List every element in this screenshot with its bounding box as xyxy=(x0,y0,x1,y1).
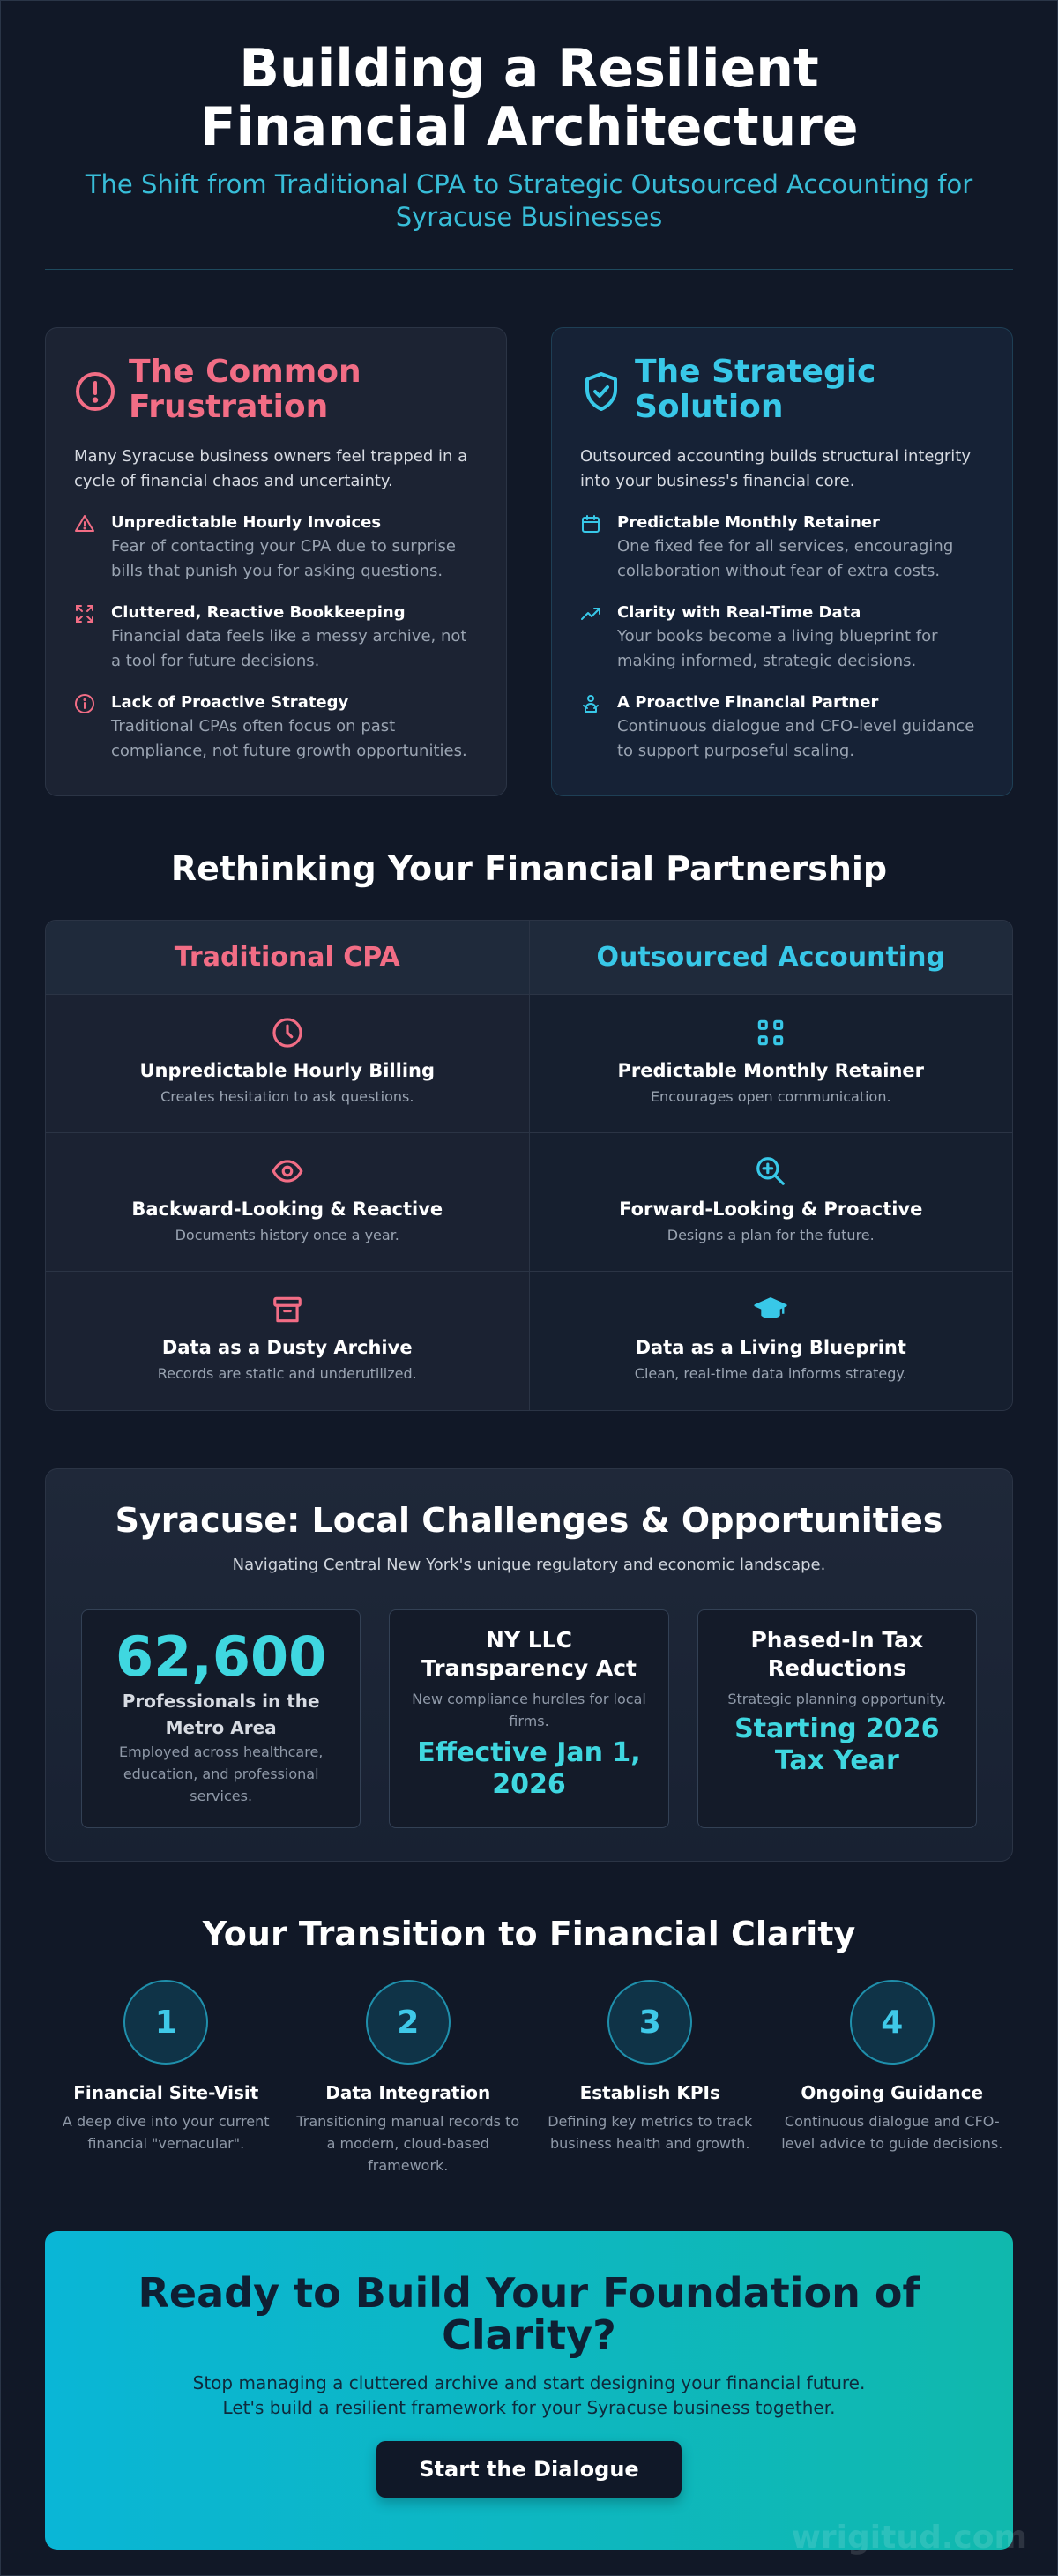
comparison-cell-desc: Clean, real-time data informs strategy. xyxy=(634,1365,907,1382)
local-challenges-panel xyxy=(45,1468,1013,1862)
comparison-table xyxy=(45,920,1013,1411)
solution-item xyxy=(580,511,984,584)
comparison-header-row xyxy=(46,921,1012,995)
step-item xyxy=(771,1980,1014,2177)
frustration-item-desc: Fear of contacting your CPA due to surprise bills that punish you for asking questions. xyxy=(111,537,456,580)
frustration-item xyxy=(74,601,478,674)
zoom-in-icon xyxy=(754,1154,787,1188)
solution-item-title: Clarity with Real-Time Data xyxy=(617,603,861,622)
outsourced-accounting-header: Outsourced Accounting xyxy=(530,921,1013,995)
stat-title: Phased-In Tax Reductions xyxy=(750,1627,924,1681)
page-subtitle: The Shift from Traditional CPA to Strategic Outsourced Accounting for Syracuse Businesses xyxy=(85,169,973,232)
comparison-cell-traditional xyxy=(46,1133,530,1272)
step-number: 4 xyxy=(850,1980,935,2065)
solution-intro: Outsourced accounting builds structural integrity into your business's financial core. xyxy=(580,447,972,490)
clock-icon xyxy=(271,1016,304,1049)
comparison-cell-desc: Designs a plan for the future. xyxy=(667,1227,875,1243)
stat-highlight: Starting 2026 Tax Year xyxy=(734,1714,940,1776)
step-title: Ongoing Guidance xyxy=(801,2082,984,2103)
local-title: Syracuse: Local Challenges & Opportunities xyxy=(115,1501,943,1540)
transition-steps xyxy=(45,1980,1013,2177)
graduation-cap-icon xyxy=(754,1293,787,1326)
solution-item xyxy=(580,691,984,764)
problem-solution-section xyxy=(45,327,1013,796)
stat-label: Professionals in the Metro Area xyxy=(122,1691,320,1738)
comparison-cell-traditional xyxy=(46,995,530,1133)
partner-icon xyxy=(580,693,601,714)
comparison-cell-outsourced xyxy=(530,995,1013,1133)
comparison-cell-desc: Creates hesitation to ask questions. xyxy=(160,1088,414,1105)
step-number: 1 xyxy=(123,1980,208,2065)
hero-divider xyxy=(45,269,1013,270)
comparison-cell-title: Forward-Looking & Proactive xyxy=(619,1198,923,1220)
stat-note: Employed across healthcare, education, and professional services. xyxy=(118,1743,324,1804)
stats-row xyxy=(81,1609,977,1828)
watermark: wrigitud.com xyxy=(791,2520,1027,2556)
stat-title: NY LLC Transparency Act xyxy=(421,1627,637,1681)
local-subtitle: Navigating Central New York's unique regulatory and economic landscape. xyxy=(232,1556,826,1574)
comparison-cell-title: Unpredictable Hourly Billing xyxy=(139,1060,436,1081)
step-desc: Continuous dialogue and CFO-level advice to guide decisions. xyxy=(781,2113,1003,2152)
stat-card-tax-reductions xyxy=(697,1609,977,1828)
archive-box-icon xyxy=(271,1293,304,1326)
frustration-item-desc: Traditional CPAs often focus on past compliance, not future growth opportunities. xyxy=(111,717,467,760)
alert-circle-icon xyxy=(74,370,116,413)
step-desc: A deep dive into your current financial "vernacular". xyxy=(62,2113,270,2152)
solution-item xyxy=(580,601,984,674)
step-item xyxy=(529,1980,771,2177)
comparison-cell-title: Data as a Living Blueprint xyxy=(635,1337,906,1358)
frustration-item xyxy=(74,511,478,584)
frustration-item-title: Lack of Proactive Strategy xyxy=(111,693,349,712)
comparison-cell-traditional xyxy=(46,1272,530,1410)
frustration-card xyxy=(45,327,507,796)
eye-icon xyxy=(271,1154,304,1188)
trend-up-icon xyxy=(580,603,601,624)
step-desc: Defining key metrics to track business health and growth. xyxy=(548,2113,753,2152)
comparison-title: Rethinking Your Financial Partnership xyxy=(170,849,888,888)
hero-section xyxy=(45,1,1013,234)
stat-note: Strategic planning opportunity. xyxy=(727,1691,947,1707)
step-number: 2 xyxy=(366,1980,451,2065)
cta-text-line-1: Stop managing a cluttered archive and start designing your financial future. xyxy=(192,2372,866,2393)
step-number: 3 xyxy=(607,1980,692,2065)
comparison-row xyxy=(46,1133,1012,1272)
stat-note: New compliance hurdles for local firms. xyxy=(412,1691,646,1729)
scatter-arrows-icon xyxy=(74,603,95,624)
frustration-item-title: Cluttered, Reactive Bookkeeping xyxy=(111,603,406,622)
solution-card xyxy=(551,327,1013,796)
frustration-item-title: Unpredictable Hourly Invoices xyxy=(111,513,382,532)
cta-panel xyxy=(45,2231,1013,2550)
shield-check-icon xyxy=(580,370,622,413)
warning-triangle-icon xyxy=(74,513,95,534)
solution-item-desc: One fixed fee for all services, encouraging collaboration without fear of extra costs. xyxy=(617,537,954,580)
cta-text xyxy=(45,2371,1013,2420)
stat-highlight: Effective Jan 1, 2026 xyxy=(417,1737,641,1800)
step-title: Financial Site-Visit xyxy=(73,2082,259,2103)
calendar-icon xyxy=(580,513,601,534)
comparison-cell-title: Data as a Dusty Archive xyxy=(161,1337,413,1358)
grid-icon xyxy=(754,1016,787,1049)
step-title: Establish KPIs xyxy=(579,2082,720,2103)
comparison-cell-outsourced xyxy=(530,1272,1013,1410)
frustration-item xyxy=(74,691,478,764)
start-dialogue-button[interactable]: Start the Dialogue xyxy=(376,2441,682,2498)
solution-item-title: A Proactive Financial Partner xyxy=(617,693,879,712)
solution-item-title: Predictable Monthly Retainer xyxy=(617,513,880,532)
stat-card-llc-act xyxy=(389,1609,668,1828)
comparison-cell-desc: Documents history once a year. xyxy=(175,1227,399,1243)
step-desc: Transitioning manual records to a modern, cloud-based framework. xyxy=(296,2113,520,2174)
solution-title: The Strategic Solution xyxy=(635,354,876,425)
stat-value: 62,600 xyxy=(115,1624,327,1689)
step-title: Data Integration xyxy=(325,2082,491,2103)
stat-card-professionals xyxy=(81,1609,361,1828)
solution-item-desc: Continuous dialogue and CFO-level guidance to support purposeful scaling. xyxy=(617,717,975,760)
step-item xyxy=(45,1980,287,2177)
comparison-cell-outsourced xyxy=(530,1133,1013,1272)
comparison-row xyxy=(46,1272,1012,1410)
comparison-cell-desc: Encourages open communication. xyxy=(650,1088,891,1105)
frustration-item-desc: Financial data feels like a messy archive, not a tool for future decisions. xyxy=(111,627,467,670)
page-title: Building a Resilient Financial Architecture xyxy=(199,38,859,158)
frustration-intro: Many Syracuse business owners feel trapped in a cycle of financial chaos and uncertainty. xyxy=(74,447,468,490)
step-item xyxy=(287,1980,530,2177)
cta-text-line-2: Let's build a resilient framework for your Syracuse business together. xyxy=(222,2397,836,2418)
info-circle-icon xyxy=(74,693,95,714)
cta-title: Ready to Build Your Foundation of Clarity? xyxy=(138,2269,920,2359)
comparison-cell-title: Backward-Looking & Reactive xyxy=(131,1198,443,1220)
transition-title: Your Transition to Financial Clarity xyxy=(202,1915,856,1953)
comparison-cell-title: Predictable Monthly Retainer xyxy=(617,1060,924,1081)
frustration-title: The Common Frustration xyxy=(129,354,361,425)
traditional-cpa-header: Traditional CPA xyxy=(46,921,530,995)
solution-item-desc: Your books become a living blueprint for making informed, strategic decisions. xyxy=(617,627,938,670)
comparison-row xyxy=(46,995,1012,1133)
comparison-cell-desc: Records are static and underutilized. xyxy=(157,1365,417,1382)
